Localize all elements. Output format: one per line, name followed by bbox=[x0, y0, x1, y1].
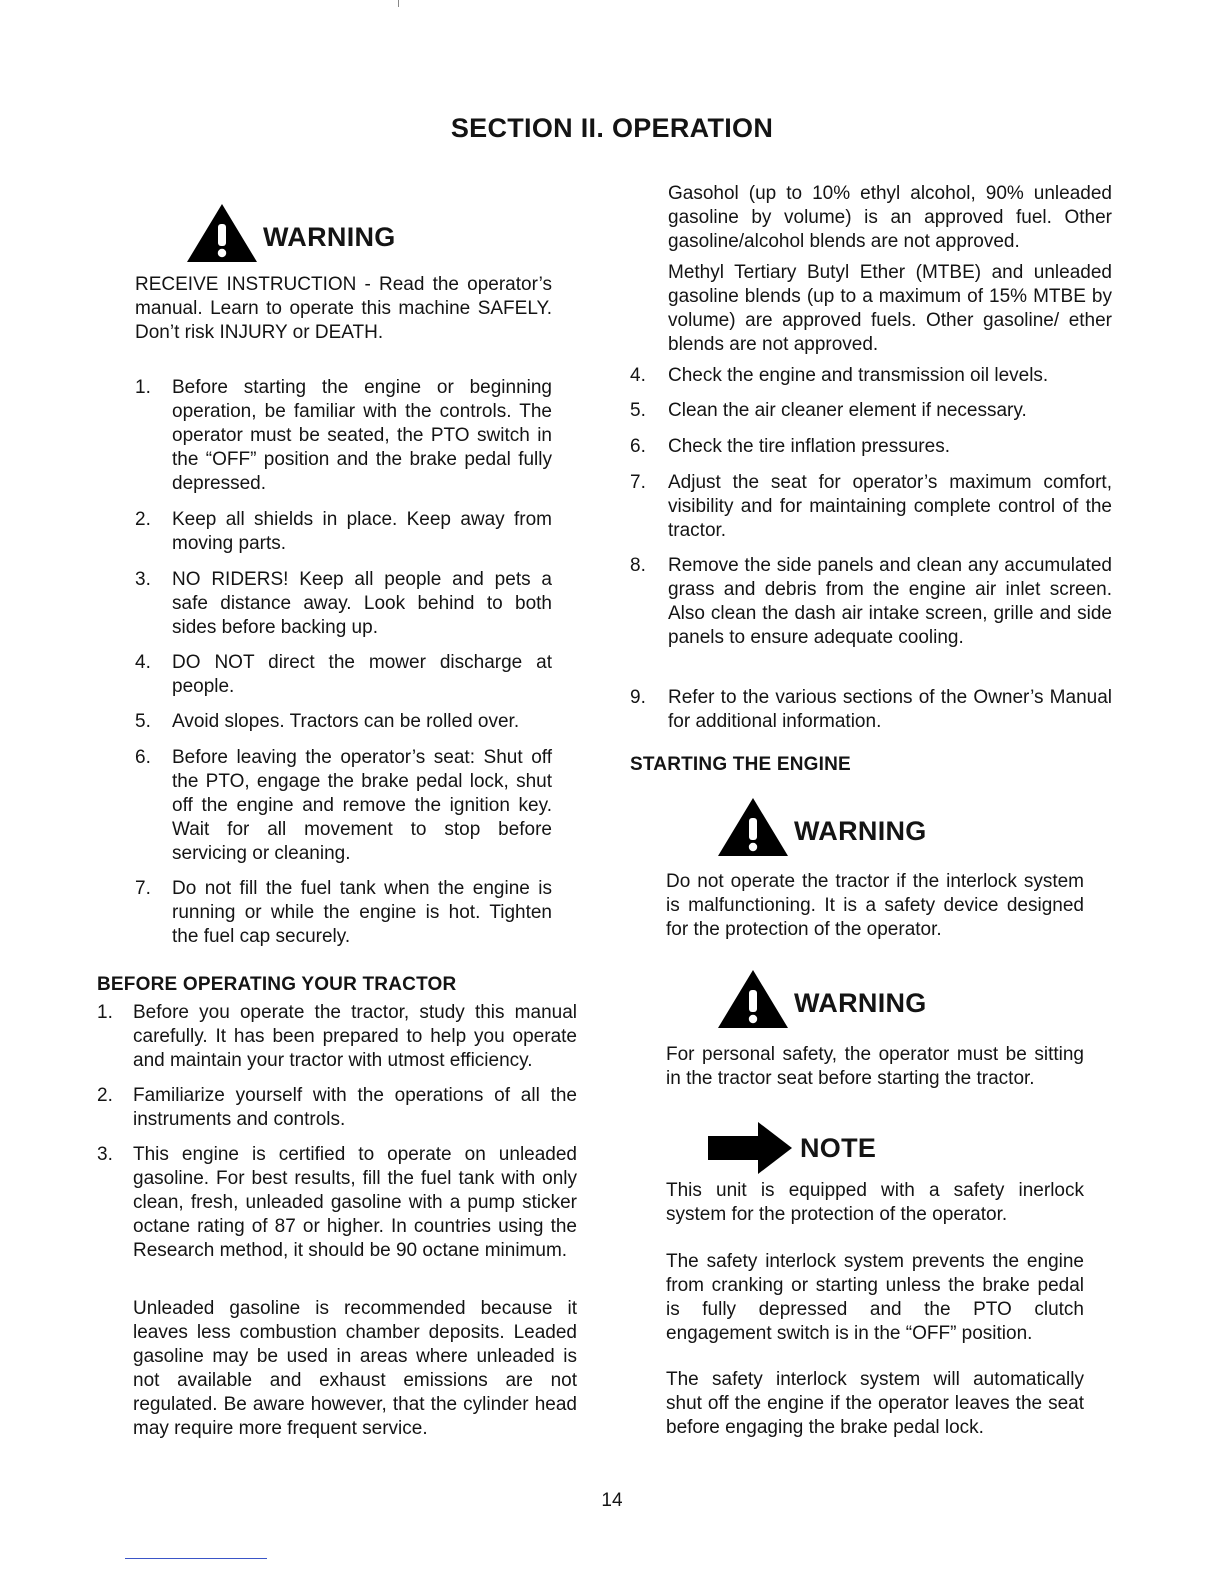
list-item: 2. Familiarize yourself with the operations of all the instruments and controls. bbox=[97, 1085, 577, 1130]
note-header bbox=[706, 1120, 1006, 1176]
receive-instruction-text: RECEIVE INSTRUCTION - Read the operator’s manual. Learn to operate this machine SAFELY. Don’t risk INJURY or DEATH. bbox=[135, 274, 552, 343]
list-item: 4. Check the engine and transmission oil levels. bbox=[630, 365, 1049, 386]
page-number: 14 bbox=[601, 1490, 623, 1511]
list-item: 8. Remove the side panels and clean any accumulated grass and debris from the engine air inlet screen. Also clean the dash air intake screen, grille and side panels to ensure adequate cooling. bbox=[630, 555, 1112, 648]
list-item: 9. Refer to the various sections of the Owner’s Manual for additional information. bbox=[630, 687, 1112, 732]
note-arrow-icon bbox=[706, 1120, 794, 1176]
list-item: 7. Do not fill the fuel tank when the engine is running or while the engine is hot. Tighten the fuel cap securely. bbox=[135, 878, 552, 947]
interlock-warning-text: Do not operate the tractor if the interlock system is malfunctioning. It is a safety device designed for the protection of the operator. bbox=[666, 871, 1084, 940]
list-item: 4. DO NOT direct the mower discharge at people. bbox=[135, 652, 552, 697]
left-warning-header bbox=[185, 202, 525, 264]
list-item: 6. Before leaving the operator’s seat: Shut off the PTO, engage the brake pedal lock, shut off the engine and remove the ignition key. Wait for all movement to stop before servicing or cleaning. bbox=[135, 747, 552, 864]
warning-triangle-icon bbox=[716, 796, 790, 858]
interlock-paragraph-2: The safety interlock system will automatically shut off the engine if the operator leaves the seat before engaging the brake pedal lock. bbox=[666, 1369, 1084, 1438]
warning-label: WARNING bbox=[794, 988, 927, 1018]
warning-triangle-icon bbox=[185, 202, 259, 264]
list-item: 1. Before you operate the tractor, study this manual carefully. It has been prepared to help you operate and maintain your tractor with utmost efficiency. bbox=[97, 1002, 577, 1071]
seat-warning-header bbox=[716, 968, 1056, 1030]
list-item: 7. Adjust the seat for operator’s maximum comfort, visibility and for maintaining complete control of the tractor. bbox=[630, 472, 1112, 541]
list-item: 3. NO RIDERS! Keep all people and pets a safe distance away. Look behind to both sides before backing up. bbox=[135, 569, 552, 638]
list-item: 1. Before starting the engine or beginning operation, be familiar with the controls. The operator must be seated, the PTO switch in the “OFF” position and the brake pedal fully depressed. bbox=[135, 377, 552, 494]
warning-triangle-icon bbox=[716, 968, 790, 1030]
before-operating-heading: BEFORE OPERATING YOUR TRACTOR bbox=[97, 974, 457, 995]
list-item: 2. Keep all shields in place. Keep away from moving parts. bbox=[135, 509, 552, 554]
section-title: SECTION II. OPERATION bbox=[450, 113, 774, 143]
list-item: 6. Check the tire inflation pressures. bbox=[630, 436, 950, 457]
warning-label: WARNING bbox=[263, 222, 396, 252]
footer-rule bbox=[125, 1558, 267, 1559]
note-text: This unit is equipped with a safety inerlock system for the protection of the operator. bbox=[666, 1180, 1084, 1225]
starting-warning-header bbox=[716, 796, 1056, 858]
scan-mark bbox=[398, 0, 399, 7]
interlock-paragraph-1: The safety interlock system prevents the engine from cranking or starting unless the brake pedal is fully depressed and the PTO clutch engagement switch is in the “OFF” position. bbox=[666, 1251, 1084, 1344]
note-label: NOTE bbox=[800, 1133, 877, 1163]
unleaded-paragraph: Unleaded gasoline is recommended because it leaves less combustion chamber deposits. Leaded gasoline may be used in areas where unleaded is not available and exhaust emissions are not regulated. Be aware however, that the cylinder head may require more frequent service. bbox=[133, 1298, 577, 1439]
list-item: 5. Avoid slopes. Tractors can be rolled over. bbox=[135, 711, 520, 732]
gasohol-paragraph: Gasohol (up to 10% ethyl alcohol, 90% unleaded gasoline by volume) is an approved fuel. Other gasoline/alcohol blends are not approved. bbox=[668, 183, 1112, 252]
list-item: 5. Clean the air cleaner element if necessary. bbox=[630, 400, 1027, 421]
warning-label: WARNING bbox=[794, 816, 927, 846]
list-item: 3. This engine is certified to operate on unleaded gasoline. For best results, fill the fuel tank with only clean, fresh, unleaded gasoline with a pump sticker octane rating of 87 or higher. In countries using the Research method, it should be 90 octane minimum. bbox=[97, 1144, 577, 1261]
starting-engine-heading: STARTING THE ENGINE bbox=[630, 754, 851, 775]
mtbe-paragraph: Methyl Tertiary Butyl Ether (MTBE) and unleaded gasoline blends (up to a maximum of 15% MTBE by volume) are approved fuels. Other gasoline/ ether blends are not approved. bbox=[668, 262, 1112, 355]
seat-warning-text: For personal safety, the operator must be sitting in the tractor seat before starting the tractor. bbox=[666, 1044, 1084, 1089]
